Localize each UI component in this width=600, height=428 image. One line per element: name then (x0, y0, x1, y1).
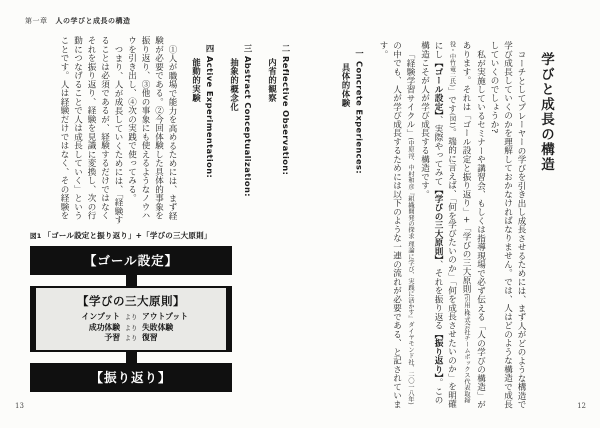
principle-yori: より (124, 324, 138, 332)
principle-right: アウトプット (142, 312, 189, 321)
right-page-text (328, 41, 559, 409)
principle-row (42, 312, 220, 323)
paragraph: つまり、人が成長していくためには、「経験することは必須であるが、経験するだけではなくそれを振り返り、経験を見識に変換し、次の行動につなげることで人は成長していく」ということです。人は経験だけではなく、その経験を (59, 36, 123, 225)
list-item-term: 具体的体験 (341, 63, 351, 108)
page-number-right: 12 (577, 402, 586, 410)
list-item-term: 内省的観察 (267, 58, 278, 103)
paragraph: 私が実施しているセミナーや講習会、もしくは指導現場で必ず伝える「人の学びの構造」があります。それは「ゴール設定と振り返り」+「学びの三大原則(引用:株式会社チームボックス代表取締役・中竹竜二氏)」です(図1)。端的に言えば、「何を学びたいのか」「何を成長させたいのか」を明確にし【ゴール設定】、実際やってみて【学びの三大原則】、それを振り返る【振り返り】。この構造こそが人が学び成長する構造です。 (419, 41, 486, 409)
figure-1 (30, 230, 232, 392)
three-principles-title: 【学びの三大原則】 (77, 294, 185, 308)
principle-row (42, 333, 220, 344)
section-title: 学びと成長の構造 (538, 51, 554, 172)
paragraph: ①人が職場で能力を高めるためには、まず経験が必要である。②今回体験した具体的事象を振り返り、③他の事象にも使えるようなノウハウを引き出し、④次の実践で使ってみる。 (126, 36, 177, 220)
chapter-number: 第一章 (25, 17, 48, 25)
page-number-left: 13 (15, 402, 24, 410)
principle-yori: より (124, 335, 138, 342)
chapter-title: 人の学びと成長の構造 (55, 17, 131, 25)
left-page-text (57, 36, 293, 227)
figure-caption (30, 230, 232, 241)
list-item-heading: 三 Abstract Conceptualization: (243, 44, 253, 198)
list-item-heading: 二 Reflective Observation: (281, 44, 291, 176)
principle-left: インプット (81, 312, 120, 321)
principle-left: 成功体験 (88, 322, 120, 332)
three-principles-box (30, 286, 232, 352)
running-header (25, 16, 131, 26)
list-item-concrete-experiences (339, 41, 366, 409)
principle-row (42, 323, 220, 334)
paragraph: コーチとしてプレーヤーの学びを引き出し成長させるためには、まず人がどのような構造で学び成長していくのかを理解しておかなければなりません。では、人はどのような構造で成長していくのでしょうか? (489, 41, 526, 409)
list-item-heading: 一 Concrete Experiences: (354, 49, 365, 175)
list-item-abstract-conceptualization (227, 36, 254, 227)
list-item-reflective-observation (265, 36, 292, 227)
figure-label: 図1 (30, 232, 42, 240)
principle-left: 予習 (104, 333, 120, 342)
connector-bar (126, 352, 137, 363)
list-item-term: 能動的実験 (191, 58, 202, 103)
connector-bar (126, 275, 137, 286)
principle-yori: より (124, 314, 138, 321)
list-item-heading: 四 Active Experimentation: (205, 44, 215, 179)
list-item-active-experimentation (189, 36, 216, 227)
figure-caption-text: 「ゴール設定と振り返り」+「学びの三大原則」 (43, 231, 212, 240)
list-item-term: 抽象的概念化 (229, 58, 240, 112)
paragraph: 「経験学習サイクル」(中原淳、中村和彦『組織開発の探求 理論に学び、実践に活かす』ダイヤモンド社、二〇一八年)の中でも、人が学び成長するためには以下のような一連の流れが必要である、と記されています。 (378, 41, 415, 409)
goal-setting-box: 【ゴール設定】 (30, 246, 232, 275)
principle-right: 失敗体験 (142, 322, 174, 332)
principle-right: 復習 (142, 333, 158, 342)
reflection-box: 【振り返り】 (30, 363, 232, 392)
